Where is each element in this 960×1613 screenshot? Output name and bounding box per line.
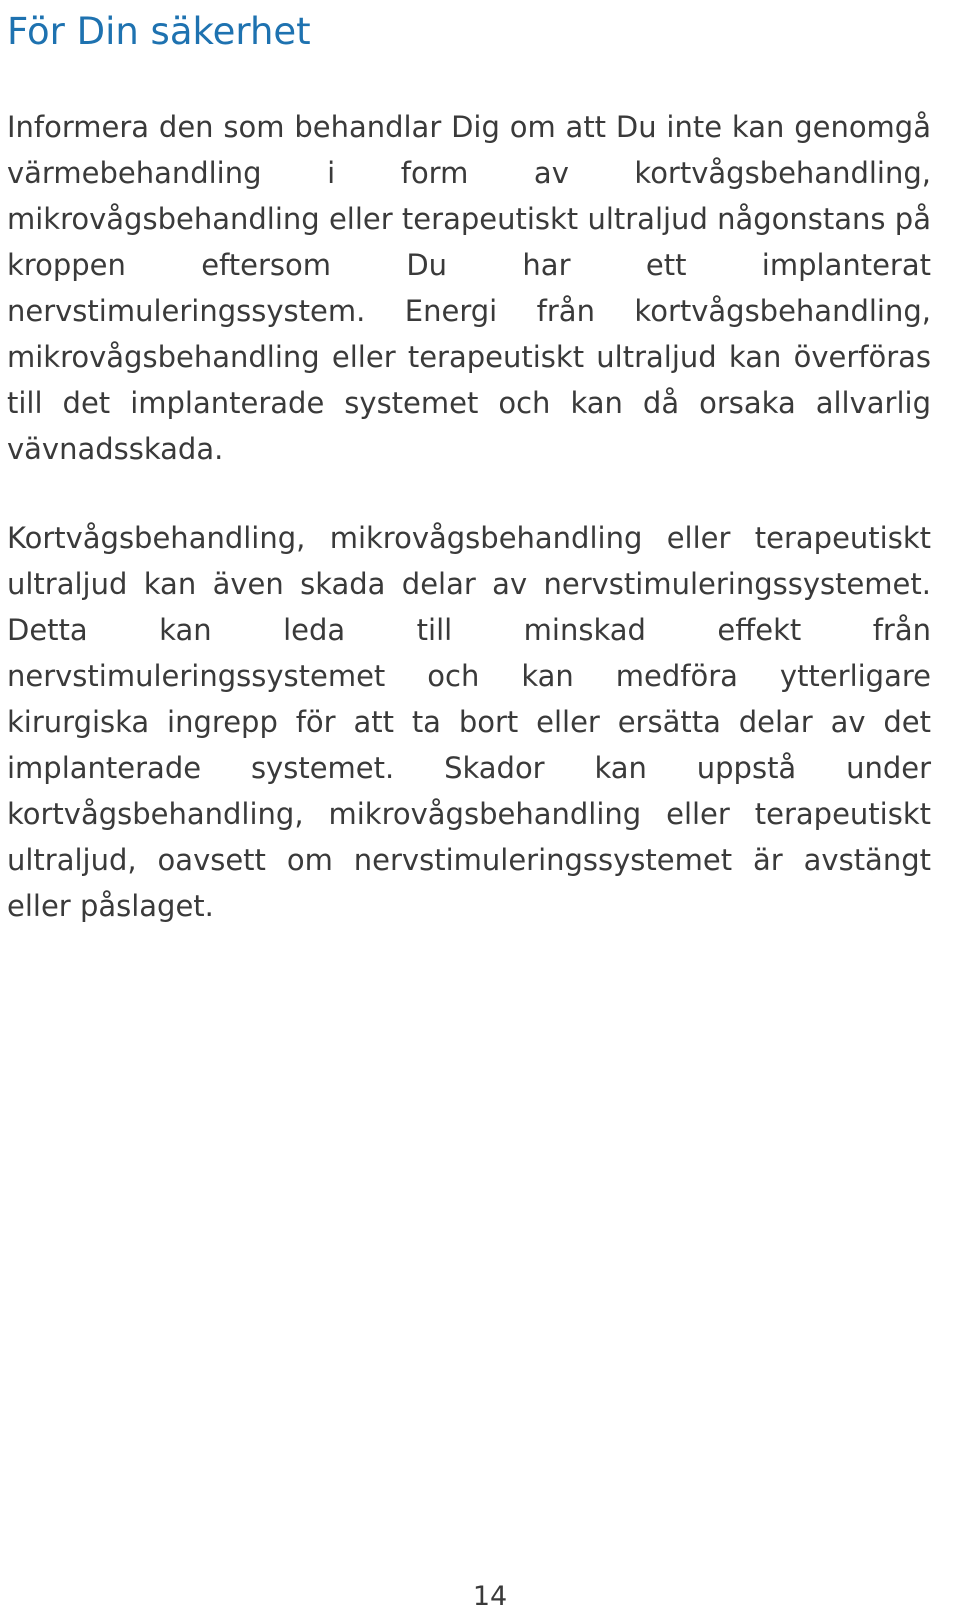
- safety-paragraph-2: Kortvågsbehandling, mikrovågsbehandling eller terapeutiskt ultraljud kan även skada delar av nervstimuleringssystemet. Detta kan leda till minskad effekt från nervstimuleringssystemet och kan medföra ytterligare kirurgiska ingrepp för att ta bort eller ersätta delar av det implanterade systemet. Skador kan uppstå under kortvågsbehandling, mikrovågsbehandling eller terapeutiskt ultraljud, oavsett om nervstimuleringssystemet är avstängt eller påslaget.: [7, 521, 931, 923]
- page-number: 14: [472, 1581, 508, 1612]
- safety-paragraph-1: Informera den som behandlar Dig om att Du inte kan genomgå värmebehandling i form av kortvågsbehandling, mikrovågsbehandling eller terapeutiskt ultraljud någonstans på kroppen eftersom Du har ett implanterat nervstimuleringssystem. Energi från kortvågsbehandling, mikrovågsbehandling eller terapeutiskt ultraljud kan överföras till det implanterade systemet och kan då orsaka allvarlig vävnadsskada.: [7, 110, 931, 466]
- page-title: För Din säkerhet: [7, 10, 311, 53]
